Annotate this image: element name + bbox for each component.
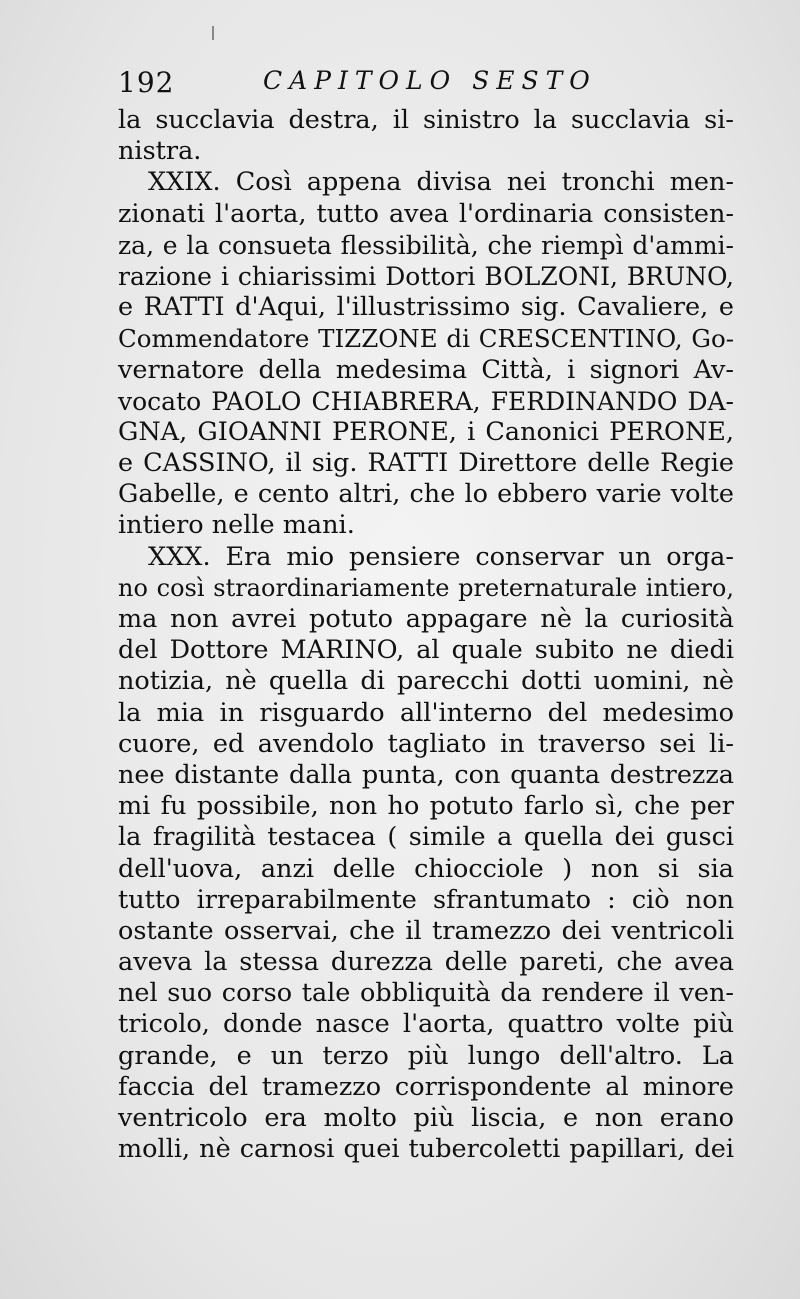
text-line: grande, e un terzo più lungo dell'altro. La <box>118 1040 734 1071</box>
page-header <box>118 66 738 106</box>
page-number: 192 <box>118 66 175 99</box>
text-line: za, e la consueta flessibilità, che riempì d'ammi- <box>118 230 734 260</box>
text-line: vernatore della medesima Città, i signori Av- <box>118 354 734 385</box>
text-line: faccia del tramezzo corrispondente al minore <box>118 1071 734 1102</box>
text-line: zionati l'aorta, tutto avea l'ordinaria consisten- <box>118 198 734 229</box>
paragraph-start-line: XXIX. Così appena divisa nei tronchi men- <box>148 167 734 198</box>
text-line: Commendatore TIZZONE di CRESCENTINO, Go- <box>118 324 734 354</box>
paragraph-start-line: XXX. Era mio pensiere conservar un orga- <box>148 541 734 572</box>
text-line: e CASSINO, il sig. RATTI Direttore delle Regie <box>118 448 734 479</box>
text-line: del Dottore MARINO, al quale subito ne diedi <box>118 635 734 666</box>
text-line: no così straordinariamente preternaturale intiero, <box>118 573 734 602</box>
text-line: tricolo, donde nasce l'aorta, quattro volte più <box>118 1009 734 1040</box>
text-line: nistra. <box>118 136 202 167</box>
text-line: ma non avrei potuto appagare nè la curiosità <box>118 604 734 634</box>
text-line: tutto irreparabilmente sfrantumato : ciò non <box>118 884 734 915</box>
text-line: dell'uova, anzi delle chiocciole ) non si sia <box>118 853 734 884</box>
body-text <box>118 105 734 1165</box>
text-line: ostante osservai, che il tramezzo dei ventricoli <box>118 915 734 946</box>
text-line: ventricolo era molto più liscia, e non erano <box>118 1103 734 1133</box>
text-line: Gabelle, e cento altri, che lo ebbero varie volte <box>118 479 734 510</box>
text-line: e RATTI d'Aqui, l'illustrissimo sig. Cavaliere, e <box>118 292 734 323</box>
text-line: la fragilità testacea ( simile a quella dei gusci <box>118 822 734 853</box>
text-line: nel suo corso tale obbliquità da rendere il ven- <box>118 978 734 1009</box>
text-line: notizia, nè quella di parecchi dotti uomini, nè <box>118 666 734 697</box>
text-line: nee distante dalla punta, con quanta destrezza <box>118 759 734 790</box>
running-title: CAPITOLO SESTO <box>263 66 597 95</box>
margin-mark <box>212 26 214 40</box>
text-line: mi fu possibile, non ho potuto farlo sì, che per <box>118 791 734 822</box>
text-line: aveva la stessa durezza delle pareti, che avea <box>118 947 734 978</box>
text-line: la succlavia destra, il sinistro la succlavia si- <box>118 105 734 135</box>
text-line: vocato PAOLO CHIABRERA, FERDINANDO DA- <box>118 386 734 416</box>
text-line: la mia in risguardo all'interno del medesimo <box>118 697 734 728</box>
text-line: intiero nelle mani. <box>118 510 355 541</box>
text-line: molli, nè carnosi quei tubercoletti papillari, dei <box>118 1134 734 1165</box>
text-line: cuore, ed avendolo tagliato in traverso sei li- <box>118 728 734 759</box>
text-line: razione i chiarissimi Dottori BOLZONI, BRUNO, <box>118 261 734 291</box>
text-line: GNA, GIOANNI PERONE, i Canonici PERONE, <box>118 416 734 447</box>
